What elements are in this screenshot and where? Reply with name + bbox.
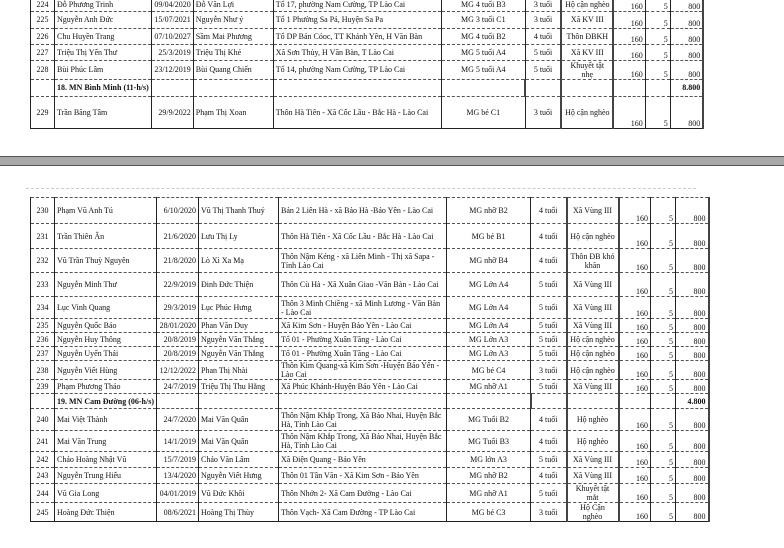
address: Thôn Cù Hà - Xã Xuân Giao -Văn Bàn - Lào Cai — [279, 273, 447, 297]
class-name: MG bé B1 — [447, 224, 531, 249]
total-amount: 800 — [676, 361, 709, 380]
category: Xã Vùng III — [567, 297, 619, 319]
class-name: MG Lớn A3 — [447, 333, 531, 347]
table-row — [31, 333, 709, 347]
months: 5 — [651, 503, 676, 522]
amount-per-day: 160 — [619, 468, 651, 484]
birth-date: 6/10/2020 — [157, 198, 199, 224]
parent-name: Bùi Quang Chiến — [193, 60, 273, 79]
row-number: 239 — [31, 380, 55, 394]
amount-per-day: 160 — [613, 60, 645, 79]
total-amount: 800 — [670, 28, 703, 44]
category: Xã Vùng III — [567, 380, 619, 394]
months: 5 — [645, 60, 670, 79]
class-name: MG nhỡ B2 — [447, 468, 531, 484]
parent-name: Vũ Thị Thanh Thuý — [199, 198, 279, 224]
birth-date: 23/12/2019 — [151, 60, 193, 79]
total-amount: 800 — [676, 503, 709, 522]
student-name: Hoàng Đức Thiện — [55, 503, 157, 522]
parent-name: Chảo Văn Lâm — [199, 452, 279, 468]
age: 5 tuổi — [531, 484, 567, 503]
age: 4 tuổi — [531, 431, 567, 452]
category: Khuyết tật mắt — [567, 484, 619, 503]
age: 3 tuổi — [531, 503, 567, 522]
row-number: 243 — [31, 468, 55, 484]
group-total: 4.800 — [676, 394, 709, 409]
student-name: Vũ Gia Long — [55, 484, 157, 503]
category: Thôn ĐB khó khăn — [567, 249, 619, 273]
table-row — [31, 452, 709, 468]
class-name: MG nhỡ B4 — [447, 249, 531, 273]
class-name: MG nhỡ A1 — [447, 380, 531, 394]
birth-date: 20/8/2019 — [157, 333, 199, 347]
row-number: 237 — [31, 347, 55, 361]
row-number: 238 — [31, 361, 55, 380]
class-name: MG Lớn A4 — [447, 319, 531, 333]
age: 5 tuổi — [525, 44, 561, 60]
class-name: MG Lớn A4 — [447, 297, 531, 319]
class-name: MG bé C4 — [447, 361, 531, 380]
class-name: MG nhỡ B2 — [447, 198, 531, 224]
category: Xã Vùng III — [567, 468, 619, 484]
student-name: Bùi Phúc Lâm — [55, 60, 152, 79]
birth-date: 29/9/2022 — [151, 96, 193, 128]
empty-cell — [447, 394, 531, 409]
student-name: Nguyễn Viết Hùng — [55, 361, 157, 380]
address: Xã Kim Sơn - Huyện Bảo Yên - Lào Cai — [279, 319, 447, 333]
student-name: Nguyễn Trung Hiếu — [55, 468, 157, 484]
birth-date: 12/12/2022 — [157, 361, 199, 380]
class-name: MG nhỡ A1 — [447, 484, 531, 503]
months: 5 — [651, 431, 676, 452]
age: 5 tuổi — [531, 333, 567, 347]
empty-cell — [199, 394, 279, 409]
amount-per-day: 160 — [619, 297, 651, 319]
student-name: Nguyễn Anh Đức — [55, 11, 152, 28]
address: Thôn 01 Tân Văn - Xã Kim Sơn - Bảo Yên — [279, 468, 447, 484]
total-amount: 800 — [670, 44, 703, 60]
age: 4 tuổi — [531, 224, 567, 249]
months: 5 — [651, 319, 676, 333]
row-number: 230 — [31, 198, 55, 224]
total-amount: 800 — [676, 484, 709, 503]
age: 5 tuổi — [531, 347, 567, 361]
parent-name: Lưu Thị Ly — [199, 224, 279, 249]
school-group-label: 18. MN Bình Minh (11-h/s) — [55, 79, 152, 96]
empty-cell — [525, 79, 561, 96]
birth-date: 14/1/2019 — [157, 431, 199, 452]
total-amount: 800 — [676, 409, 709, 431]
empty-cell — [567, 394, 619, 409]
student-name: Chảo Hoàng Nhật Vũ — [55, 452, 157, 468]
parent-name: Sầm Mai Phương — [193, 28, 273, 44]
row-number: 225 — [31, 11, 55, 28]
parent-name: Vũ Đức Khôi — [199, 484, 279, 503]
birth-date: 13/4/2020 — [157, 468, 199, 484]
class-name: MG Tuổi B3 — [447, 431, 531, 452]
parent-name: Nguyễn Văn Thắng — [199, 347, 279, 361]
table-row — [31, 60, 704, 79]
birth-date: 09/04/2020 — [151, 0, 193, 11]
address: Xã Phúc Khánh-Huyện Bảo Yên - Lào Cai — [279, 380, 447, 394]
empty-cell — [613, 79, 645, 96]
birth-date: 08/6/2021 — [157, 503, 199, 522]
address: Thôn Nậm Kéng - xã Liên Minh - Thị xã Sapa - Tỉnh Lào Cai — [279, 249, 447, 273]
amount-per-day: 160 — [613, 44, 645, 60]
row-number: 227 — [31, 44, 55, 60]
row-number: 234 — [31, 297, 55, 319]
class-name: MG Lớn A3 — [447, 347, 531, 361]
empty-cell — [441, 79, 525, 96]
group-total: 8.800 — [670, 79, 703, 96]
address: Thôn Kim Quang-xã Kim Sơn -Huyện Bảo Yên - Lào Cai — [279, 361, 447, 380]
category: Xã Vùng III — [567, 198, 619, 224]
category: Hộ cận nghèo — [567, 333, 619, 347]
amount-per-day: 160 — [619, 484, 651, 503]
table-row — [31, 503, 709, 522]
birth-date: 04/01/2019 — [157, 484, 199, 503]
table-row — [31, 96, 704, 128]
address: Thôn Nậm Khắp Trong, Xã Bảo Nhai, Huyện Bắc Hà, Tỉnh Lào Cai — [279, 431, 447, 452]
total-amount: 800 — [670, 60, 703, 79]
amount-per-day: 160 — [613, 96, 645, 128]
amount-per-day: 160 — [619, 452, 651, 468]
student-name: Chu Huyền Trang — [55, 28, 152, 44]
age: 5 tuổi — [531, 380, 567, 394]
age: 4 tuổi — [531, 409, 567, 431]
parent-name: Triệu Thị Thu Hằng — [199, 380, 279, 394]
age: 5 tuổi — [531, 319, 567, 333]
row-number: 241 — [31, 431, 55, 452]
row-number: 242 — [31, 452, 55, 468]
months: 5 — [651, 273, 676, 297]
parent-name: Lò Xì Xa Mạ — [199, 249, 279, 273]
months: 5 — [651, 333, 676, 347]
address: Bản 2 Liên Hà - xã Bảo Hà -Bảo Yên - Lào Cai — [279, 198, 447, 224]
student-name: Mai Văn Trung — [55, 431, 157, 452]
page-break-bar — [0, 156, 784, 166]
address: Tổ 14, phường Nam Cường, TP Lào Cai — [273, 60, 441, 79]
months: 5 — [651, 224, 676, 249]
total-amount: 800 — [670, 0, 703, 11]
category: Hộ nghèo — [567, 431, 619, 452]
address: Thôn Nhớn 2- Xã Cam Đường - Lào Cai — [279, 484, 447, 503]
class-name: MG Lớn A4 — [447, 273, 531, 297]
months: 5 — [651, 347, 676, 361]
row-number: 244 — [31, 484, 55, 503]
age: 3 tuổi — [525, 11, 561, 28]
category: Hộ nghèo — [567, 409, 619, 431]
group-header-row — [31, 79, 704, 96]
total-amount: 800 — [670, 96, 703, 128]
months: 5 — [645, 44, 670, 60]
amount-per-day: 160 — [619, 273, 651, 297]
address: Tổ 01 - Phường Xuân Tăng - Lào Cai — [279, 347, 447, 361]
table-row — [31, 198, 709, 224]
age: 5 tuổi — [531, 273, 567, 297]
months: 5 — [645, 96, 670, 128]
empty-cell — [31, 79, 55, 96]
table-row — [31, 484, 709, 503]
empty-cell — [279, 394, 447, 409]
row-number: 231 — [31, 224, 55, 249]
category: Xã KV III — [561, 11, 613, 28]
row-number: 232 — [31, 249, 55, 273]
total-amount: 800 — [676, 273, 709, 297]
total-amount: 800 — [676, 431, 709, 452]
row-number: 229 — [31, 96, 55, 128]
empty-cell — [273, 79, 441, 96]
parent-name: Lục Phúc Hưng — [199, 297, 279, 319]
empty-cell — [157, 394, 199, 409]
category: Xã Vùng III — [567, 319, 619, 333]
amount-per-day: 160 — [613, 11, 645, 28]
class-name: MG 5 tuổi A4 — [441, 44, 525, 60]
months: 5 — [645, 28, 670, 44]
student-name: Phạm Vũ Anh Tú — [55, 198, 157, 224]
class-name: MG 4 tuổi B2 — [441, 28, 525, 44]
address: Tổ 1 Phường Sa Pả, Huyện Sa Pa — [273, 11, 441, 28]
months: 5 — [651, 249, 676, 273]
student-name: Trần Băng Tâm — [55, 96, 152, 128]
total-amount: 800 — [676, 380, 709, 394]
months: 5 — [651, 409, 676, 431]
empty-cell — [619, 394, 651, 409]
class-name: MG lớn A3 — [447, 452, 531, 468]
age: 5 tuổi — [531, 297, 567, 319]
address: Thôn Nậm Khắp Trong, Xã Bảo Nhai, Huyện Bắc Hà, Tỉnh Lào Cai — [279, 409, 447, 431]
birth-date: 29/3/2019 — [157, 297, 199, 319]
category: Hộ cận nghèo — [561, 96, 613, 128]
birth-date: 21/6/2020 — [157, 224, 199, 249]
amount-per-day: 160 — [619, 431, 651, 452]
student-name: Nguyễn Huy Thông — [55, 333, 157, 347]
months: 5 — [645, 0, 670, 11]
class-name: MG Tuổi B2 — [447, 409, 531, 431]
amount-per-day: 160 — [619, 503, 651, 522]
empty-cell — [651, 394, 676, 409]
age: 3 tuổi — [525, 96, 561, 128]
address: Thôn 3 Minh Chiềng - xã Minh Lương - Văn Bàn - Lào Cai — [279, 297, 447, 319]
birth-date: 21/8/2020 — [157, 249, 199, 273]
amount-per-day: 160 — [619, 224, 651, 249]
parent-name: Nguyễn Văn Thắng — [199, 333, 279, 347]
row-number: 233 — [31, 273, 55, 297]
total-amount: 800 — [676, 333, 709, 347]
student-table-page1 — [30, 0, 704, 129]
birth-date: 28/01/2020 — [157, 319, 199, 333]
category: Thôn ĐBKH — [561, 28, 613, 44]
table-row — [31, 361, 709, 380]
category: Xã KV III — [561, 44, 613, 60]
table-row — [31, 0, 704, 11]
table-row — [31, 347, 709, 361]
address: Thôn Hà Tiên - Xã Cốc Lầu - Bắc Hà - Lào Cai — [279, 224, 447, 249]
amount-per-day: 160 — [619, 333, 651, 347]
age: 5 tuổi — [525, 60, 561, 79]
total-amount: 800 — [676, 319, 709, 333]
parent-name: Đỗ Văn Lợi — [193, 0, 273, 11]
total-amount: 800 — [676, 452, 709, 468]
class-name: MG bé C1 — [441, 96, 525, 128]
student-name: Triệu Thị Yến Thư — [55, 44, 152, 60]
row-number: 236 — [31, 333, 55, 347]
page-header-dashline — [26, 188, 696, 189]
age: 5 tuổi — [531, 452, 567, 468]
age: 4 tuổi — [525, 28, 561, 44]
category: Hộ cận nghèo — [567, 224, 619, 249]
category: Hộ cận nghèo — [561, 0, 613, 11]
months: 5 — [651, 452, 676, 468]
address: Tổ 17, phường Nam Cường, TP Lào Cai — [273, 0, 441, 11]
empty-cell — [193, 79, 273, 96]
amount-per-day: 160 — [619, 409, 651, 431]
total-amount: 800 — [676, 297, 709, 319]
student-name: Đỗ Phương Trinh — [55, 0, 152, 11]
row-number: 226 — [31, 28, 55, 44]
category: Hộ cận nghèo — [567, 361, 619, 380]
address: Xã Sơn Thủy, H Văn Bàn, T Lào Cai — [273, 44, 441, 60]
total-amount: 800 — [670, 11, 703, 28]
table-row — [31, 409, 709, 431]
parent-name: Mai Văn Quân — [199, 431, 279, 452]
age: 4 tuổi — [531, 468, 567, 484]
table-row — [31, 273, 709, 297]
empty-cell — [31, 394, 55, 409]
amount-per-day: 160 — [613, 28, 645, 44]
class-name: MG 3 tuổi C1 — [441, 11, 525, 28]
table-row — [31, 224, 709, 249]
parent-name: Nguyễn Viết Hưng — [199, 468, 279, 484]
category: Khuyết tật nhẹ — [561, 60, 613, 79]
student-name: Nguyễn Quốc Bảo — [55, 319, 157, 333]
amount-per-day: 160 — [613, 0, 645, 11]
table-row — [31, 468, 709, 484]
age: 4 tuổi — [531, 198, 567, 224]
parent-name: Đinh Đức Thiện — [199, 273, 279, 297]
age: 3 tuổi — [531, 361, 567, 380]
months: 5 — [651, 297, 676, 319]
parent-name: Nguyễn Như ý — [193, 11, 273, 28]
student-table-page2 — [30, 197, 710, 522]
address: Thôn Vạch- Xã Cam Đường - TP Lào Cai — [279, 503, 447, 522]
birth-date: 22/9/2019 — [157, 273, 199, 297]
student-name: Lục Vinh Quang — [55, 297, 157, 319]
total-amount: 800 — [676, 198, 709, 224]
months: 5 — [651, 198, 676, 224]
birth-date: 24/7/2019 — [157, 380, 199, 394]
months: 5 — [645, 11, 670, 28]
months: 5 — [651, 468, 676, 484]
student-name: Nguyễn Uyển Thái — [55, 347, 157, 361]
empty-cell — [531, 394, 567, 409]
amount-per-day: 160 — [619, 319, 651, 333]
birth-date: 20/8/2019 — [157, 347, 199, 361]
address: Tổ DP Bản Cóoc, TT Khánh Yên, H Văn Bàn — [273, 28, 441, 44]
empty-cell — [561, 79, 613, 96]
parent-name: Triệu Thị Khé — [193, 44, 273, 60]
empty-cell — [645, 79, 670, 96]
table-row — [31, 11, 704, 28]
empty-cell — [151, 79, 193, 96]
total-amount: 800 — [676, 224, 709, 249]
amount-per-day: 160 — [619, 347, 651, 361]
row-number: 240 — [31, 409, 55, 431]
amount-per-day: 160 — [619, 249, 651, 273]
student-name: Phạm Phương Thảo — [55, 380, 157, 394]
months: 5 — [651, 380, 676, 394]
age: 4 tuổi — [531, 249, 567, 273]
age: 3 tuổi — [525, 0, 561, 11]
category: Hộ cận nghèo — [567, 347, 619, 361]
group-header-row — [31, 394, 709, 409]
total-amount: 800 — [676, 249, 709, 273]
amount-per-day: 160 — [619, 380, 651, 394]
parent-name: Mai Văn Quân — [199, 409, 279, 431]
total-amount: 800 — [676, 468, 709, 484]
row-number: 245 — [31, 503, 55, 522]
amount-per-day: 160 — [619, 198, 651, 224]
student-name: Nguyễn Minh Thư — [55, 273, 157, 297]
address: Thôn Hà Tiên - Xã Cốc Lầu - Bắc Hà - Lào Cai — [273, 96, 441, 128]
table-row — [31, 380, 709, 394]
student-name: Mai Việt Thành — [55, 409, 157, 431]
months: 5 — [651, 361, 676, 380]
parent-name: Phan Thị Nhài — [199, 361, 279, 380]
table-row — [31, 44, 704, 60]
class-name: MG bé C3 — [447, 503, 531, 522]
student-name: Vũ Trần Thuỳ Nguyên — [55, 249, 157, 273]
amount-per-day: 160 — [619, 361, 651, 380]
birth-date: 24/7/2020 — [157, 409, 199, 431]
birth-date: 15/07/2021 — [151, 11, 193, 28]
table-row — [31, 249, 709, 273]
birth-date: 07/10/2027 — [151, 28, 193, 44]
class-name: MG 5 tuổi A4 — [441, 60, 525, 79]
birth-date: 15/7/2019 — [157, 452, 199, 468]
parent-name: Phạm Thị Xoan — [193, 96, 273, 128]
address: Tổ 01 - Phường Xuân Tăng - Lào Cai — [279, 333, 447, 347]
months: 5 — [651, 484, 676, 503]
table-row — [31, 431, 709, 452]
table-row — [31, 319, 709, 333]
parent-name: Hoàng Thị Thùy — [199, 503, 279, 522]
address: Xã Điện Quang - Bảo Yên — [279, 452, 447, 468]
parent-name: Phan Văn Duy — [199, 319, 279, 333]
school-group-label: 19. MN Cam Đường (06-h/s) — [55, 394, 157, 409]
category: Xã Vùng III — [567, 452, 619, 468]
student-name: Trần Thiên Ân — [55, 224, 157, 249]
class-name: MG 4 tuổi B3 — [441, 0, 525, 11]
category: Hộ Cận nghèo — [567, 503, 619, 522]
row-number: 235 — [31, 319, 55, 333]
category: Xã Vùng III — [567, 273, 619, 297]
birth-date: 25/3/2019 — [151, 44, 193, 60]
total-amount: 800 — [676, 347, 709, 361]
table-row — [31, 297, 709, 319]
row-number: 224 — [31, 0, 55, 11]
row-number: 228 — [31, 60, 55, 79]
table-row — [31, 28, 704, 44]
